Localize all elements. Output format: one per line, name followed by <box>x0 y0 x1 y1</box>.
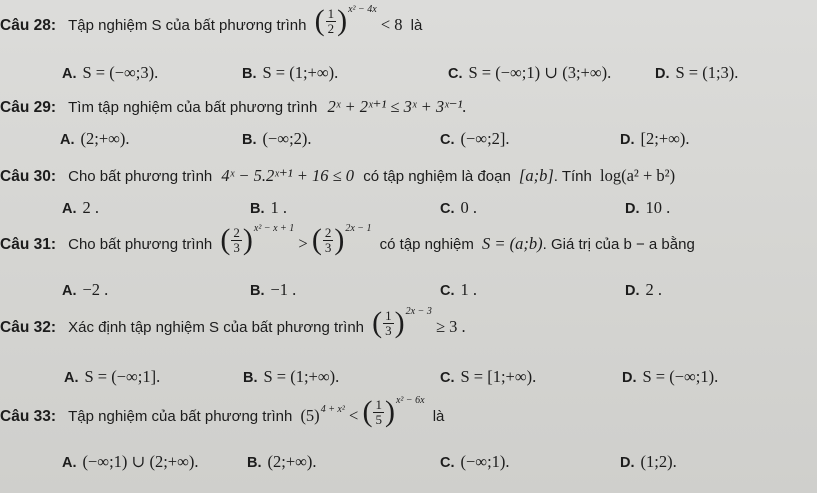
power-expression-right: ( $\frac{1}{5}$ ) x² − 6x <box>362 395 425 428</box>
interval: [a;b] <box>518 166 554 185</box>
option-a[interactable]: A. 2 . <box>62 198 99 217</box>
option-c[interactable]: C. (−∞;2]. <box>440 129 510 148</box>
exponent: 4 + x² <box>320 404 345 415</box>
question-text: Tìm tập nghiệm của bất phương trình <box>68 99 318 116</box>
question-text: Cho bất phương trình <box>68 236 213 253</box>
question-label: Câu 33: <box>0 408 56 425</box>
question-text-end: . Giá trị của b − a bằng <box>542 236 695 253</box>
question-29 <box>0 97 467 117</box>
option-a[interactable]: A. S = (−∞;1]. <box>64 367 161 386</box>
option-b[interactable]: B. −1 . <box>250 280 297 299</box>
question-text-end: là <box>410 17 423 34</box>
question-33 <box>0 397 444 427</box>
option-c[interactable]: C. 1 . <box>440 280 477 299</box>
question-text-end: là <box>432 408 445 425</box>
option-d[interactable]: D. S = (1;3). <box>655 63 739 82</box>
option-c[interactable]: C. (−∞;1). <box>440 452 510 471</box>
fraction: $\frac{2}{3}$ <box>324 224 332 255</box>
question-text: Xác định tập nghiệm S của bất phương trình <box>68 319 365 336</box>
question-30 <box>0 166 675 186</box>
solution-set: S = (a;b) <box>482 234 543 253</box>
power-expression-left: (5) 4 + x² <box>300 404 345 425</box>
question-text-mid: có tập nghiệm là đoạn <box>363 168 511 185</box>
question-label: Câu 32: <box>0 319 56 336</box>
option-d[interactable]: D. 10 . <box>625 198 671 217</box>
option-c[interactable]: C. S = (−∞;1) ∪ (3;+∞). <box>448 63 612 82</box>
option-b[interactable]: B. 1 . <box>250 198 287 217</box>
option-a[interactable]: A. (−∞;1) ∪ (2;+∞). <box>62 452 199 471</box>
option-a[interactable]: A. −2 . <box>62 280 109 299</box>
option-b[interactable]: B. S = (1;+∞). <box>243 367 340 386</box>
option-c[interactable]: C. S = [1;+∞). <box>440 367 537 386</box>
option-a[interactable]: A. (2;+∞). <box>60 129 130 148</box>
option-d[interactable]: D. S = (−∞;1). <box>622 367 719 386</box>
question-label: Câu 28: <box>0 17 56 34</box>
exponent: 2x − 3 <box>405 306 432 317</box>
option-b[interactable]: B. (2;+∞). <box>247 452 317 471</box>
relation: < <box>349 406 359 425</box>
exponent: x² − 6x <box>395 395 425 406</box>
question-32 <box>0 308 466 338</box>
exponent: 2x − 1 <box>345 223 372 234</box>
option-a[interactable]: A. S = (−∞;3). <box>62 63 159 82</box>
question-label: Câu 31: <box>0 236 56 253</box>
relation: < 8 <box>380 15 403 34</box>
option-d[interactable]: D. [2;+∞). <box>620 129 690 148</box>
fraction: $\frac{1}{2}$ <box>327 5 335 36</box>
question-28 <box>0 6 422 36</box>
option-c[interactable]: C. 0 . <box>440 198 477 217</box>
option-b[interactable]: B. (−∞;2). <box>242 129 312 148</box>
inequality: 4ˣ − 5.2ˣ⁺¹ + 16 ≤ 0 <box>221 166 355 185</box>
exponent: x² − x + 1 <box>253 223 295 234</box>
question-label: Câu 30: <box>0 168 56 185</box>
option-d[interactable]: D. (1;2). <box>620 452 677 471</box>
option-b[interactable]: B. S = (1;+∞). <box>242 63 339 82</box>
power-expression-left: ( $\frac{2}{3}$ ) x² − x + 1 <box>220 223 295 256</box>
inequality: 2ˣ + 2ˣ⁺¹ ≤ 3ˣ + 3ˣ⁻¹. <box>327 97 467 116</box>
power-expression: ( $\frac{1}{2}$ ) x² − 4x <box>314 4 377 37</box>
question-text: Cho bất phương trình <box>68 168 213 185</box>
question-text: Tập nghiệm của bất phương trình <box>68 408 293 425</box>
fraction: $\frac{1}{3}$ <box>385 307 392 338</box>
fraction: $\frac{1}{5}$ <box>375 396 382 427</box>
question-text-end: . Tính <box>553 168 592 185</box>
target-expression: log(a² + b²) <box>599 166 676 185</box>
question-31 <box>0 225 695 255</box>
option-d[interactable]: D. 2 . <box>625 280 662 299</box>
power-expression-right: ( $\frac{2}{3}$ ) 2x − 1 <box>311 223 372 256</box>
fraction: $\frac{2}{3}$ <box>233 224 240 255</box>
relation: ≥ 3 . <box>435 317 466 336</box>
question-text: Tập nghiệm S của bất phương trình <box>68 17 307 34</box>
exponent: x² − 4x <box>348 4 377 15</box>
question-label: Câu 29: <box>0 99 56 116</box>
question-text-mid: có tập nghiệm <box>379 236 474 253</box>
power-expression: ( $\frac{1}{3}$ ) 2x − 3 <box>372 306 432 339</box>
relation: > <box>298 234 308 253</box>
